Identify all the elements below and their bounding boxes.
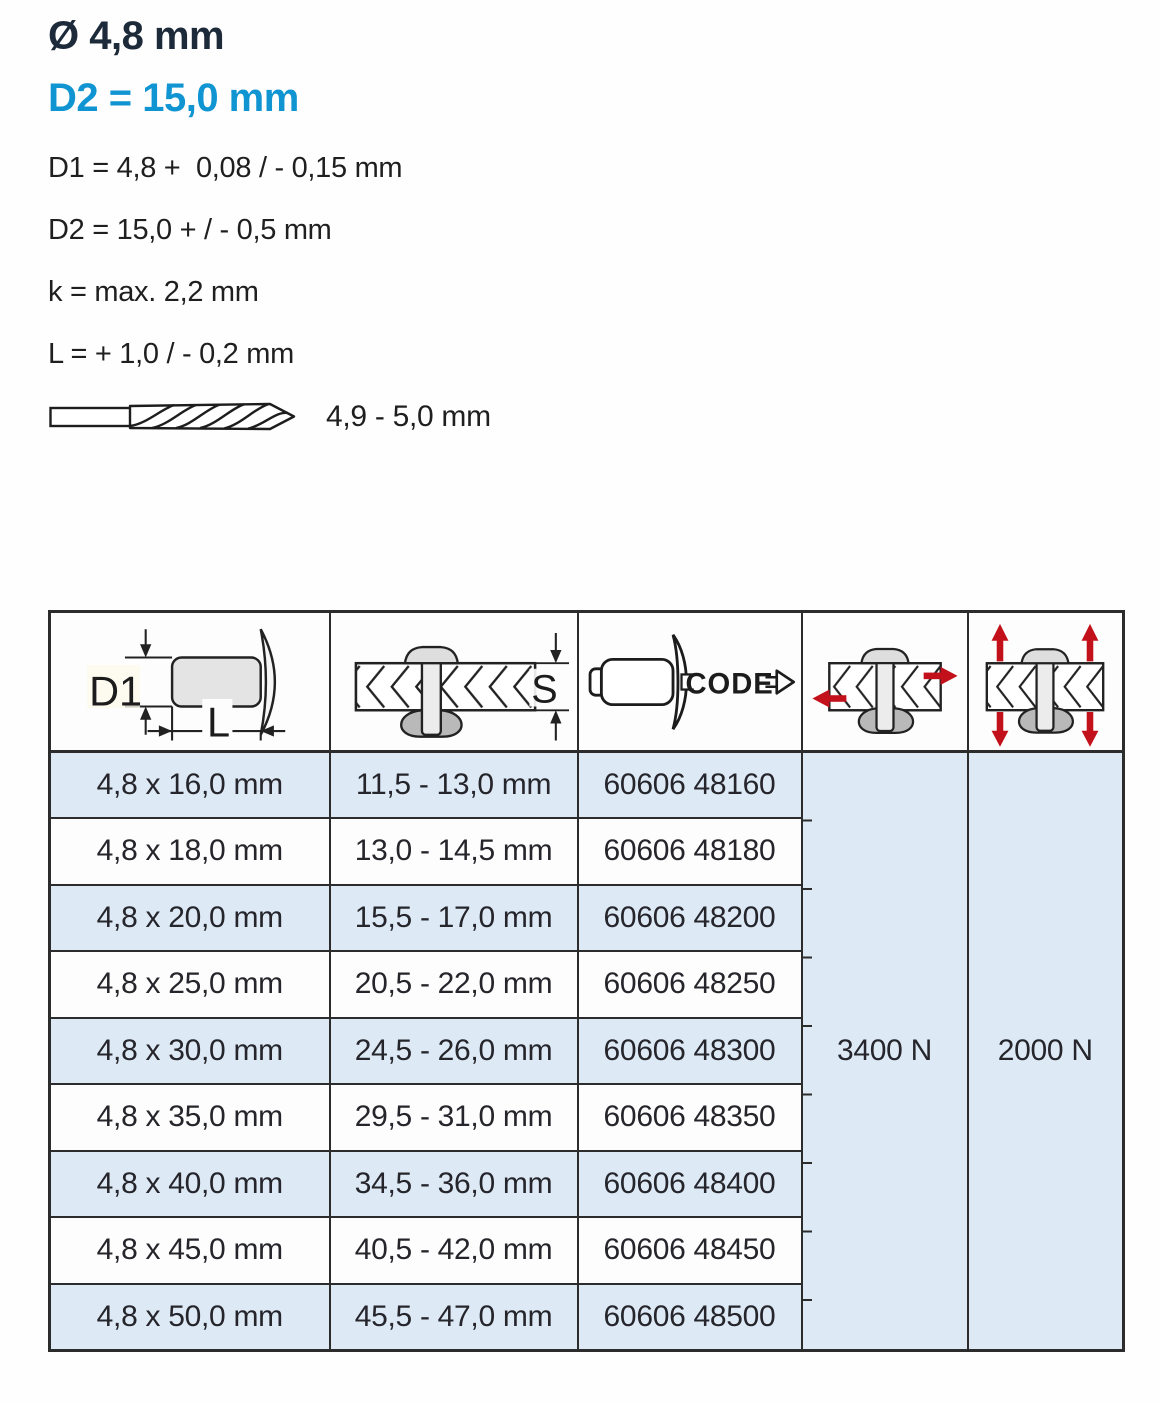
grip-range-cell: 29,5 - 31,0 mm	[330, 1084, 578, 1151]
shear-strength-value-cell: 3400 N	[802, 752, 968, 1351]
dimension-cell: 4,8 x 18,0 mm	[50, 818, 330, 885]
page-title-diameter: Ø 4,8 mm	[48, 14, 225, 58]
grip-range-cell: 15,5 - 17,0 mm	[330, 885, 578, 952]
rivet-dimension-icon	[55, 616, 325, 748]
dimension-cell: 4,8 x 50,0 mm	[50, 1284, 330, 1351]
rivet-spec-table	[48, 610, 1125, 1352]
code-cell: 60606 48450	[578, 1217, 802, 1284]
code-cell: 60606 48400	[578, 1151, 802, 1218]
dimension-cell: 4,8 x 45,0 mm	[50, 1217, 330, 1284]
rivet-code-icon	[581, 616, 799, 748]
drill-bit-icon	[48, 394, 298, 440]
grip-range-cell: 45,5 - 47,0 mm	[330, 1284, 578, 1351]
code-cell: 60606 48300	[578, 1018, 802, 1085]
code-cell: 60606 48180	[578, 818, 802, 885]
dimension-cell: 4,8 x 30,0 mm	[50, 1018, 330, 1085]
grip-range-cell: 20,5 - 22,0 mm	[330, 951, 578, 1018]
dimension-cell: 4,8 x 40,0 mm	[50, 1151, 330, 1218]
header-shear-strength-cell	[802, 612, 968, 752]
header-tensile-strength-cell	[968, 612, 1124, 752]
s-label: S	[530, 667, 558, 712]
header-dimension-cell	[50, 612, 330, 752]
header-code-cell	[578, 612, 802, 752]
grip-range-cell: 11,5 - 13,0 mm	[330, 752, 578, 819]
grip-range-cell: 13,0 - 14,5 mm	[330, 818, 578, 885]
code-cell: 60606 48500	[578, 1284, 802, 1351]
code-cell: 60606 48350	[578, 1084, 802, 1151]
code-label: CODE	[684, 667, 774, 700]
l-label: L	[206, 698, 230, 746]
code-cell: 60606 48250	[578, 951, 802, 1018]
grip-range-cell: 34,5 - 36,0 mm	[330, 1151, 578, 1218]
tensile-strength-value-cell: 2000 N	[968, 752, 1124, 1351]
code-cell: 60606 48200	[578, 885, 802, 952]
table-header-row	[50, 612, 1124, 752]
spec-line-d2: D2 = 15,0 + / - 0,5 mm	[48, 214, 332, 246]
dimension-cell: 4,8 x 25,0 mm	[50, 951, 330, 1018]
drill-diameter-value: 4,9 - 5,0 mm	[326, 400, 491, 433]
shear-strength-icon	[805, 616, 965, 748]
page-title-d2: D2 = 15,0 mm	[48, 76, 299, 120]
table-row	[50, 752, 1124, 819]
code-cell: 60606 48160	[578, 752, 802, 819]
spec-line-d1: D1 = 4,8 + 0,08 / - 0,15 mm	[48, 152, 403, 184]
tensile-strength-icon	[970, 616, 1120, 748]
spec-line-l: L = + 1,0 / - 0,2 mm	[48, 338, 294, 370]
dimension-cell: 4,8 x 16,0 mm	[50, 752, 330, 819]
drill-size-row	[48, 394, 491, 440]
header-grip-range-cell	[330, 612, 578, 752]
dimension-cell: 4,8 x 35,0 mm	[50, 1084, 330, 1151]
spec-line-k: k = max. 2,2 mm	[48, 276, 259, 308]
grip-range-icon	[333, 616, 575, 748]
grip-range-cell: 24,5 - 26,0 mm	[330, 1018, 578, 1085]
d1-label: D1	[88, 667, 142, 715]
grip-range-cell: 40,5 - 42,0 mm	[330, 1217, 578, 1284]
dimension-cell: 4,8 x 20,0 mm	[50, 885, 330, 952]
